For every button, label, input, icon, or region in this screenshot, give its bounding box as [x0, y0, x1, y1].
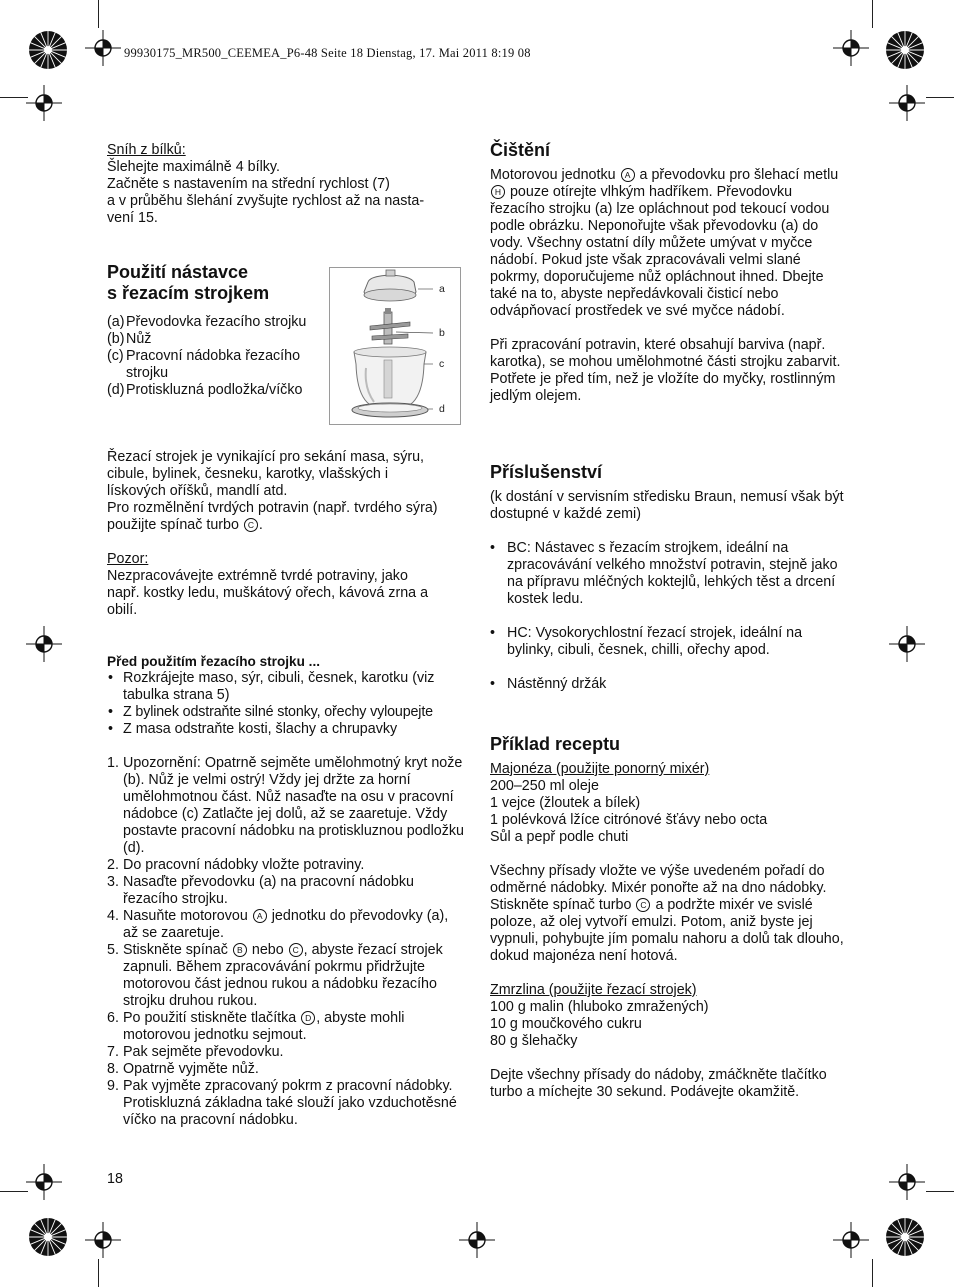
button-c-symbol-icon: C: [244, 518, 258, 532]
chopper-intro: [107, 449, 467, 534]
step-item: [107, 857, 465, 874]
step-number: 3.: [107, 874, 119, 890]
list-item: • BC: Nástavec s řezacím strojkem, ideální na zpracovávání velkého množství potravin, stejně jako na přípravu mléčných koktejlů, lehkých těst a drcení kostek ledu.: [490, 540, 846, 608]
part-item: [107, 314, 329, 331]
caution-line: Nezpracovávejte extrémně tvrdé potraviny, jako: [107, 568, 408, 584]
part-label: (b): [107, 331, 125, 347]
step-number: 1.: [107, 755, 119, 771]
cleaning-text: pouze otírejte vlhkým hadříkem. Převodovku řezacího strojku (a) lze opláchnout pod tekoucí vodou podle obrázku. Neponořujte však převodovku (a) do vody. Všechny ostatní díly můžete umývat v myčce nádobí. Pokud jste však zpracovávali velmi slané pokrmy, doporučujeme nůž opláchnout ihned. Dbejte také na to, abyste nepředávkovali čisticí nebo odvápňovací prostředek ve své myčce nádobí.: [490, 184, 830, 319]
whisk-gearbox-h-symbol-icon: H: [491, 185, 505, 199]
ingredient-line: 1 polévková lžíce citrónové šťávy nebo octa: [490, 812, 768, 828]
cleaning-heading: Čištění: [490, 140, 551, 160]
motor-unit-a-symbol-icon: A: [253, 909, 267, 923]
list-item: • HC: Vysokorychlostní řezací strojek, ideální na bylinky, cibuli, česnek, chilli, ořechy apod.: [490, 625, 846, 659]
trim-line: [0, 1191, 28, 1192]
ingredient-line: 10 g moučkového cukru: [490, 1016, 642, 1032]
release-button-d-symbol-icon: D: [301, 1011, 315, 1025]
steps-list: [107, 755, 465, 1129]
accessories-intro: (k dostání v servisním středisku Braun, nemusí však být dostupné v každé zemi): [490, 489, 844, 522]
part-item: [107, 348, 329, 382]
before-use-title: Před použitím řezacího strojku ...: [107, 654, 321, 669]
method-text: Všechny přísady vložte ve výše uvedeném pořadí do odměrné nádobky. Mixér ponořte až na dno nádobky. Stiskněte spínač turbo: [490, 863, 827, 913]
step-text: nebo: [251, 942, 284, 958]
ingredient-line: 200–250 ml oleje: [490, 778, 599, 794]
part-text: Převodovka řezacího strojku: [126, 314, 307, 330]
step-number: 6.: [107, 1010, 119, 1026]
registration-mark-icon: [459, 1222, 495, 1258]
intro-line: lískových oříšků, mandlí atd.: [107, 483, 288, 499]
registration-mark-icon: [833, 1222, 869, 1258]
cleaning-paragraph: Při zpracování potravin, které obsahují barviva (např. karotka), se mohou umělohmotné části strojku zabarvit. Potřete je před tím, než je vložíte do myčky, rostlinným jedlým olejem.: [490, 337, 841, 404]
page-number: 18: [107, 1171, 123, 1187]
step-item: [107, 1010, 465, 1044]
ingredient-line: 1 vejce (žloutek a bílek): [490, 795, 641, 811]
mayo-title: Majonéza (použijte ponorný mixér): [490, 761, 710, 777]
step-text: jednotku do převodovky (a), až se zaaretuje.: [123, 908, 449, 941]
figure-label-a: a: [439, 283, 445, 295]
registration-mark-icon: [26, 1164, 62, 1200]
step-text: Nasuňte motorovou: [123, 908, 248, 924]
step-item: [107, 755, 465, 857]
print-slug: 99930175_MR500_CEEMEA_P6-48 Seite 18 Dienstag, 17. Mai 2011 8:19 08: [124, 46, 531, 60]
intro-line: Řezací strojek je vynikající pro sekání masa, sýru,: [107, 449, 425, 465]
accessories-list: [490, 540, 846, 693]
chopper-heading: [107, 262, 322, 304]
button-c-symbol-icon: C: [636, 898, 650, 912]
registration-mark-icon: [889, 1164, 925, 1200]
registration-mark-icon: [85, 30, 121, 66]
accessories-heading: Příslušenství: [490, 462, 603, 482]
step-item: [107, 1078, 465, 1129]
intro-text: .: [258, 517, 263, 533]
step-number: 2.: [107, 857, 119, 873]
trim-line: [926, 97, 954, 98]
trim-line: [98, 0, 99, 28]
intro-text: použijte spínač turbo: [107, 517, 239, 533]
figure-label-d: d: [439, 403, 445, 415]
part-label: (d): [107, 382, 125, 398]
step-text: , abyste řezací strojek zapnuli. Během zpracovávání pokrmu přidržujte motorovou část jednou rukou a nádobku řezacího strojku druhou rukou.: [123, 942, 443, 1009]
step-text: Pak vyjměte zpracovaný pokrm z pracovní nádobky. Protiskluzná základna také slouží jako vzduchotěsné víčko na pracovní nádobku.: [123, 1078, 457, 1128]
registration-mark-icon: [889, 626, 925, 662]
starburst-calibration-icon: [28, 1217, 68, 1257]
starburst-calibration-icon: [885, 30, 925, 70]
list-item: • Z bylinek odstraňte silné stonky, ořechy vyloupejte: [107, 704, 465, 721]
part-text: Protiskluzná podložka/víčko: [126, 382, 303, 398]
snow-line: vení 15.: [107, 210, 158, 226]
snow-line: a v průběhu šlehání zvyšujte rychlost až na nasta-: [107, 193, 425, 209]
list-item: • Z masa odstraňte kosti, šlachy a chrupavky: [107, 721, 465, 738]
starburst-calibration-icon: [28, 30, 68, 70]
trim-line: [98, 1259, 99, 1287]
list-item: • Nástěnný držák: [490, 676, 846, 693]
ice-method: Dejte všechny přísady do nádoby, zmáčkněte tlačítko turbo a míchejte 30 sekund. Podávejte okamžitě.: [490, 1067, 827, 1100]
intro-line: cibule, bylinek, česneku, karotky, vlašských i: [107, 466, 389, 482]
trim-line: [926, 1191, 954, 1192]
caution-block: [107, 551, 467, 619]
step-number: 4.: [107, 908, 119, 924]
step-text: Opatrně vyjměte nůž.: [123, 1061, 259, 1077]
step-item: [107, 942, 465, 1010]
registration-mark-icon: [26, 85, 62, 121]
step-text: Upozornění: Opatrně sejměte umělohmotný kryt nože (b). Nůž je velmi ostrý! Vždy jej držte za horní umělohmotnou část. Nůž nasaďte na osu v pracovní nádobce (c) Zatlačte jej dolů, až se zaaretuje. Vždy postavte pracovní nádobku na protiskluznou podložku (d).: [123, 755, 464, 856]
starburst-calibration-icon: [885, 1217, 925, 1257]
mayo-method: [490, 863, 846, 965]
part-item: [107, 382, 329, 399]
part-label: (a): [107, 314, 125, 330]
step-text: , abyste mohli motorovou jednotku sejmout.: [123, 1010, 405, 1043]
before-use-block: [107, 653, 465, 738]
cleaning-paragraph: [490, 167, 846, 320]
figure-label-b: b: [439, 327, 445, 339]
method-text: a podržte mixér ve svislé poloze, až olej vytvoří emulzi. Potom, aniž byste jej vypnuli, pohybujte jím pomalu nahoru a dolů tak dlouho, dokud majonéza není hotová.: [490, 897, 844, 964]
before-use-list: [107, 670, 465, 738]
step-number: 7.: [107, 1044, 119, 1060]
step-item: [107, 1061, 465, 1078]
step-number: 9.: [107, 1078, 119, 1094]
intro-line: Pro rozmělnění tvrdých potravin (např. tvrdého sýra): [107, 500, 438, 516]
part-text: Nůž: [126, 331, 152, 347]
registration-mark-icon: [85, 1222, 121, 1258]
cleaning-section: [490, 140, 846, 405]
ice-title: Zmrzlina (použijte řezací strojek): [490, 982, 697, 998]
step-item: [107, 874, 465, 908]
step-number: 5.: [107, 942, 119, 958]
step-number: 8.: [107, 1061, 119, 1077]
trim-line: [0, 97, 28, 98]
step-text: Pak sejměte převodovku.: [123, 1044, 284, 1060]
cleaning-text: a převodovku pro šlehací metlu: [639, 167, 839, 183]
step-item: [107, 908, 465, 942]
snow-line: Začněte s nastavením na střední rychlost (7): [107, 176, 390, 192]
registration-mark-icon: [26, 626, 62, 662]
part-text: Pracovní nádobka řezacího strojku: [126, 348, 301, 381]
chopper-illustration: [329, 267, 461, 425]
step-text: Po použití stiskněte tlačítka: [123, 1010, 297, 1026]
ingredient-line: 80 g šlehačky: [490, 1033, 578, 1049]
trim-line: [872, 1259, 873, 1287]
figure-label-c: c: [439, 358, 445, 370]
left-column: [107, 142, 465, 227]
caution-title: Pozor:: [107, 551, 149, 567]
accessories-section: [490, 462, 846, 693]
chopper-heading-line1: Použití nástavce: [107, 262, 249, 282]
part-item: [107, 331, 329, 348]
recipe-heading: Příklad receptu: [490, 734, 621, 754]
motor-unit-a-symbol-icon: A: [621, 168, 635, 182]
step-item: [107, 1044, 465, 1061]
ingredient-line: 100 g malin (hluboko zmražených): [490, 999, 709, 1015]
button-c-symbol-icon: C: [289, 943, 303, 957]
parts-list: [107, 314, 329, 399]
intro-line: [107, 517, 467, 534]
trim-line: [872, 0, 873, 28]
step-text: Do pracovní nádobky vložte potraviny.: [123, 857, 365, 873]
button-b-symbol-icon: B: [233, 943, 247, 957]
caution-line: obilí.: [107, 602, 138, 618]
list-item: • Rozkrájejte maso, sýr, cibuli, česnek, karotku (viz tabulka strana 5): [107, 670, 465, 704]
snow-line: Šlehejte maximálně 4 bílky.: [107, 159, 280, 175]
step-text: Stiskněte spínač: [123, 942, 228, 958]
cleaning-text: Motorovou jednotku: [490, 167, 616, 183]
registration-mark-icon: [833, 30, 869, 66]
recipe-section: [490, 734, 846, 1101]
part-label: (c): [107, 348, 124, 364]
ingredient-line: Sůl a pepř podle chuti: [490, 829, 629, 845]
snow-title: Sníh z bílků:: [107, 142, 186, 158]
chopper-heading-line2: s řezacím strojkem: [107, 283, 270, 303]
caution-line: např. kostky ledu, muškátový ořech, kávová zrna a: [107, 585, 429, 601]
registration-mark-icon: [889, 85, 925, 121]
step-text: Nasaďte převodovku (a) na pracovní nádobku řezacího strojku.: [123, 874, 414, 907]
